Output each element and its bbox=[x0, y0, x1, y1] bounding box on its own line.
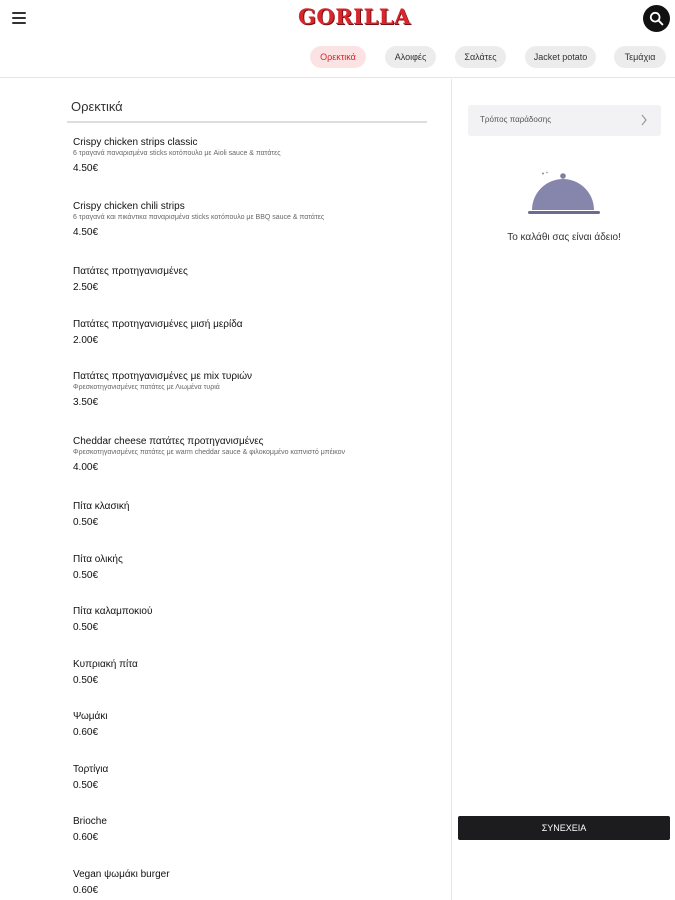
item-name: Ψωμάκι bbox=[73, 711, 108, 722]
tab-orektika[interactable]: Ορεκτικά bbox=[310, 46, 366, 68]
menu-item[interactable] bbox=[73, 136, 433, 175]
menu-item[interactable] bbox=[73, 868, 433, 897]
hamburger-menu-icon[interactable] bbox=[12, 12, 26, 24]
brand-logo[interactable]: GORILLA bbox=[298, 4, 411, 29]
top-bar bbox=[0, 0, 675, 78]
item-price: 0.50€ bbox=[73, 675, 99, 686]
item-price: 2.50€ bbox=[73, 282, 99, 293]
item-price: 0.50€ bbox=[73, 622, 99, 633]
delivery-method-selector[interactable] bbox=[468, 105, 661, 136]
item-name: Τορτίγια bbox=[73, 764, 109, 775]
item-description: 6 τραγανά και πικάντικα παναρισμένα sticks κοτόπουλο με BBQ sauce & πατάτες bbox=[73, 214, 325, 221]
item-name: Cheddar cheese πατάτες προτηγανισμένες bbox=[73, 436, 264, 447]
menu-item[interactable] bbox=[73, 265, 433, 294]
item-name: Πίτα ολικής bbox=[73, 554, 123, 565]
item-name: Κυπριακή πίτα bbox=[73, 659, 138, 670]
item-name: Πατάτες προτηγανισμένες μισή μερίδα bbox=[73, 319, 243, 330]
item-name: Πατάτες προτηγανισμένες με mix τυριών bbox=[73, 371, 253, 382]
tab-aloifes[interactable]: Αλοιφές bbox=[385, 46, 436, 68]
menu-item[interactable] bbox=[73, 605, 433, 634]
item-description: Φρεσκοτηγανισμένες πατάτες με warm cheddar sauce & φιλοκομμένο καπνιστό μπέικον bbox=[73, 449, 346, 456]
chevron-right-icon bbox=[640, 113, 648, 127]
menu-item[interactable] bbox=[73, 318, 433, 347]
item-price: 3.50€ bbox=[73, 397, 99, 408]
menu-item[interactable] bbox=[73, 553, 433, 582]
continue-button[interactable]: ΣΥΝΕΧΕΙΑ bbox=[458, 816, 670, 840]
item-price: 0.60€ bbox=[73, 885, 99, 896]
menu-item[interactable] bbox=[73, 710, 433, 739]
tab-jacket-potato[interactable]: Jacket potato bbox=[525, 46, 596, 68]
item-price: 2.00€ bbox=[73, 335, 99, 346]
cart-panel bbox=[453, 79, 675, 900]
item-name: Πατάτες προτηγανισμένες bbox=[73, 266, 188, 277]
item-description: 6 τραγανά παναρισμένα sticks κοτόπουλο με Aioli sauce & πατάτες bbox=[73, 150, 281, 157]
item-price: 0.60€ bbox=[73, 727, 99, 738]
empty-cart-message: Το καλάθι σας είναι άδειο! bbox=[507, 232, 621, 243]
menu-item[interactable] bbox=[73, 500, 433, 529]
tab-temaxia[interactable]: Τεμάχια bbox=[614, 46, 666, 68]
section-title: Ορεκτικά bbox=[71, 99, 123, 114]
menu-item[interactable] bbox=[73, 435, 433, 474]
menu-item[interactable] bbox=[73, 815, 433, 844]
item-price: 0.50€ bbox=[73, 780, 99, 791]
menu-item[interactable] bbox=[73, 658, 433, 687]
cloche-icon bbox=[528, 171, 600, 221]
menu-list bbox=[0, 79, 452, 900]
menu-item[interactable] bbox=[73, 763, 433, 792]
item-description: Φρεσκοτηγανισμένες πατάτες με Λιωμένα τυριά bbox=[73, 384, 220, 391]
item-price: 4.00€ bbox=[73, 462, 99, 473]
menu-item[interactable] bbox=[73, 370, 433, 409]
item-name: Πίτα κλασική bbox=[73, 501, 130, 512]
search-icon bbox=[649, 11, 664, 26]
tab-salates[interactable]: Σαλάτες bbox=[455, 46, 506, 68]
item-name: Vegan ψωμάκι burger bbox=[73, 869, 170, 880]
item-price: 4.50€ bbox=[73, 227, 99, 238]
menu-item[interactable] bbox=[73, 200, 433, 239]
section-divider bbox=[67, 121, 427, 123]
item-name: Πίτα καλαμποκιού bbox=[73, 606, 153, 617]
item-name: Crispy chicken chili strips bbox=[73, 201, 185, 212]
item-price: 0.50€ bbox=[73, 517, 99, 528]
search-button[interactable] bbox=[643, 5, 670, 32]
delivery-method-label: Τρόπος παράδοσης bbox=[480, 115, 552, 124]
item-name: Crispy chicken strips classic bbox=[73, 137, 198, 148]
item-price: 4.50€ bbox=[73, 163, 99, 174]
item-price: 0.60€ bbox=[73, 832, 99, 843]
item-price: 0.50€ bbox=[73, 570, 99, 581]
item-name: Brioche bbox=[73, 816, 107, 827]
category-tabs bbox=[0, 46, 675, 68]
